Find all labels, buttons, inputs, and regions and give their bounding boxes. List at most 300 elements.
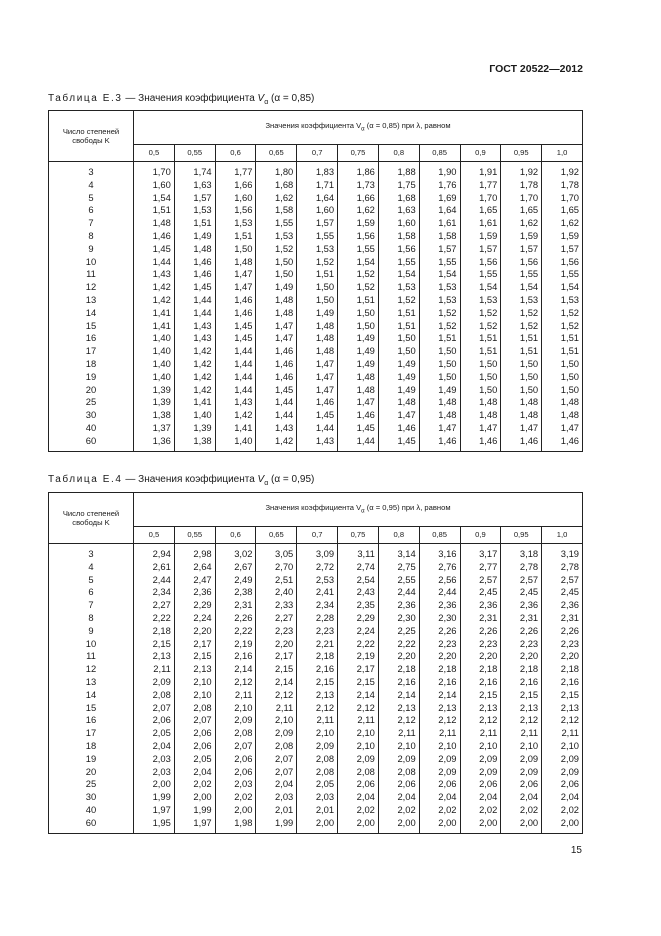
value-cell: 2,72	[297, 561, 338, 574]
value-cell: 1,43	[174, 332, 215, 345]
value-cell: 2,09	[256, 727, 297, 740]
table-row	[49, 345, 583, 358]
value-cell: 3,16	[419, 544, 460, 561]
value-cell: 3,02	[215, 544, 256, 561]
value-cell: 2,29	[174, 599, 215, 612]
value-cell: 3,09	[297, 544, 338, 561]
value-cell: 1,45	[297, 409, 338, 422]
value-cell: 1,99	[256, 817, 297, 833]
value-cell: 1,50	[419, 371, 460, 384]
value-cell: 1,70	[501, 192, 542, 205]
value-cell: 1,55	[501, 268, 542, 281]
value-cell: 2,77	[460, 561, 501, 574]
value-cell: 2,16	[215, 650, 256, 663]
table-row	[49, 332, 583, 345]
value-cell: 1,39	[134, 384, 175, 397]
value-cell: 1,50	[338, 320, 379, 333]
value-cell: 2,20	[542, 650, 583, 663]
value-cell: 2,08	[174, 702, 215, 715]
value-cell: 1,50	[378, 332, 419, 345]
table-row	[49, 294, 583, 307]
value-cell: 1,48	[460, 409, 501, 422]
value-cell: 1,44	[215, 371, 256, 384]
value-cell: 2,02	[501, 804, 542, 817]
value-cell: 2,05	[297, 778, 338, 791]
value-cell: 2,31	[460, 612, 501, 625]
value-cell: 2,10	[338, 740, 379, 753]
value-cell: 1,50	[542, 371, 583, 384]
k-cell: 14	[49, 307, 134, 320]
value-cell: 1,66	[338, 192, 379, 205]
value-cell: 2,98	[174, 544, 215, 561]
value-cell: 1,62	[338, 204, 379, 217]
value-cell: 1,68	[256, 179, 297, 192]
value-cell: 1,77	[215, 162, 256, 179]
value-cell: 1,60	[215, 192, 256, 205]
value-cell: 1,44	[297, 422, 338, 435]
value-cell: 2,04	[256, 778, 297, 791]
k-cell: 13	[49, 294, 134, 307]
value-cell: 2,00	[460, 817, 501, 833]
value-cell: 1,45	[256, 384, 297, 397]
value-cell: 1,52	[542, 307, 583, 320]
value-cell: 1,90	[419, 162, 460, 179]
k-cell: 19	[49, 371, 134, 384]
lambda-header: 0,65	[256, 527, 297, 544]
value-cell: 2,20	[419, 650, 460, 663]
value-cell: 1,65	[501, 204, 542, 217]
value-cell: 1,70	[134, 162, 175, 179]
k-cell: 4	[49, 561, 134, 574]
table-row	[49, 574, 583, 587]
value-cell: 1,55	[419, 256, 460, 269]
value-cell: 3,11	[338, 544, 379, 561]
value-cell: 2,22	[134, 612, 175, 625]
value-cell: 1,53	[419, 294, 460, 307]
value-cell: 2,09	[378, 753, 419, 766]
value-cell: 2,02	[215, 791, 256, 804]
value-cell: 2,20	[460, 650, 501, 663]
value-cell: 1,97	[134, 804, 175, 817]
value-cell: 1,50	[501, 371, 542, 384]
value-cell: 1,52	[338, 281, 379, 294]
value-cell: 1,50	[542, 358, 583, 371]
value-cell: 2,45	[460, 586, 501, 599]
value-cell: 1,57	[419, 243, 460, 256]
value-cell: 1,98	[215, 817, 256, 833]
k-cell: 30	[49, 791, 134, 804]
value-cell: 2,09	[460, 766, 501, 779]
value-cell: 1,51	[174, 217, 215, 230]
value-cell: 2,57	[501, 574, 542, 587]
value-cell: 2,08	[378, 766, 419, 779]
value-cell: 2,44	[134, 574, 175, 587]
value-cell: 1,54	[460, 281, 501, 294]
value-cell: 2,02	[542, 804, 583, 817]
value-cell: 2,34	[297, 599, 338, 612]
value-cell: 3,17	[460, 544, 501, 561]
value-cell: 1,51	[501, 332, 542, 345]
value-cell: 1,45	[215, 320, 256, 333]
value-cell: 1,46	[174, 268, 215, 281]
value-cell: 1,45	[338, 422, 379, 435]
k-cell: 17	[49, 345, 134, 358]
value-cell: 1,54	[419, 268, 460, 281]
value-cell: 1,75	[378, 179, 419, 192]
value-cell: 2,53	[297, 574, 338, 587]
value-cell: 1,58	[419, 230, 460, 243]
table-row	[49, 702, 583, 715]
table-row	[49, 358, 583, 371]
value-cell: 2,18	[501, 663, 542, 676]
value-cell: 1,50	[460, 371, 501, 384]
table-row	[49, 192, 583, 205]
value-cell: 1,44	[215, 345, 256, 358]
value-cell: 1,37	[134, 422, 175, 435]
value-cell: 2,26	[501, 625, 542, 638]
table-row	[49, 766, 583, 779]
value-cell: 2,16	[297, 663, 338, 676]
value-cell: 2,15	[297, 676, 338, 689]
value-cell: 1,60	[378, 217, 419, 230]
value-cell: 2,36	[174, 586, 215, 599]
value-cell: 1,66	[215, 179, 256, 192]
value-cell: 1,53	[297, 243, 338, 256]
value-cell: 2,12	[256, 689, 297, 702]
value-cell: 2,15	[134, 638, 175, 651]
lambda-header: 0,5	[134, 527, 175, 544]
value-cell: 2,07	[174, 714, 215, 727]
k-cell: 6	[49, 204, 134, 217]
value-cell: 1,57	[174, 192, 215, 205]
table-row	[49, 612, 583, 625]
value-cell: 2,36	[501, 599, 542, 612]
value-cell: 1,50	[460, 358, 501, 371]
value-cell: 1,62	[501, 217, 542, 230]
table-row	[49, 586, 583, 599]
value-cell: 1,62	[256, 192, 297, 205]
lambda-header: 0,9	[460, 527, 501, 544]
value-cell: 1,50	[542, 384, 583, 397]
value-cell: 2,04	[378, 791, 419, 804]
value-cell: 1,51	[501, 345, 542, 358]
k-cell: 16	[49, 714, 134, 727]
value-cell: 1,47	[501, 422, 542, 435]
table-row	[49, 650, 583, 663]
table-row	[49, 727, 583, 740]
value-cell: 1,44	[215, 358, 256, 371]
value-cell: 2,12	[501, 714, 542, 727]
value-cell: 1,63	[174, 179, 215, 192]
value-cell: 1,45	[378, 435, 419, 451]
value-cell: 1,51	[134, 204, 175, 217]
value-cell: 2,26	[542, 625, 583, 638]
value-cell: 1,54	[338, 256, 379, 269]
k-cell: 10	[49, 638, 134, 651]
value-cell: 3,05	[256, 544, 297, 561]
value-cell: 1,59	[338, 217, 379, 230]
value-cell: 1,56	[378, 243, 419, 256]
k-cell: 5	[49, 192, 134, 205]
value-cell: 1,92	[542, 162, 583, 179]
value-cell: 2,26	[215, 612, 256, 625]
value-cell: 1,50	[378, 345, 419, 358]
value-cell: 1,46	[542, 435, 583, 451]
value-cell: 1,36	[134, 435, 175, 451]
value-cell: 2,09	[338, 753, 379, 766]
table-row	[49, 663, 583, 676]
k-cell: 6	[49, 586, 134, 599]
table-row	[49, 384, 583, 397]
value-cell: 2,27	[134, 599, 175, 612]
value-cell: 2,26	[419, 625, 460, 638]
value-cell: 1,55	[460, 268, 501, 281]
k-cell: 20	[49, 384, 134, 397]
value-cell: 2,19	[338, 650, 379, 663]
table-e4-caption-sub: α	[264, 480, 269, 487]
value-cell: 2,40	[256, 586, 297, 599]
value-cell: 2,00	[215, 804, 256, 817]
value-cell: 2,11	[419, 727, 460, 740]
value-cell: 1,55	[542, 268, 583, 281]
value-cell: 1,53	[378, 281, 419, 294]
k-cell: 12	[49, 281, 134, 294]
value-cell: 2,09	[542, 753, 583, 766]
value-cell: 1,48	[501, 396, 542, 409]
value-cell: 2,11	[297, 714, 338, 727]
value-cell: 1,52	[460, 320, 501, 333]
value-cell: 1,41	[174, 396, 215, 409]
value-cell: 1,52	[501, 307, 542, 320]
value-cell: 1,55	[256, 217, 297, 230]
value-cell: 2,17	[256, 650, 297, 663]
value-cell: 2,54	[338, 574, 379, 587]
value-cell: 2,05	[174, 753, 215, 766]
value-cell: 1,48	[297, 332, 338, 345]
value-cell: 1,51	[297, 268, 338, 281]
value-cell: 1,47	[419, 422, 460, 435]
value-cell: 1,46	[460, 435, 501, 451]
value-cell: 1,40	[134, 345, 175, 358]
value-cell: 1,49	[338, 358, 379, 371]
k-cell: 18	[49, 740, 134, 753]
value-cell: 1,40	[134, 371, 175, 384]
value-cell: 1,50	[297, 294, 338, 307]
table-row	[49, 740, 583, 753]
value-cell: 2,55	[378, 574, 419, 587]
value-cell: 1,45	[134, 243, 175, 256]
value-cell: 3,14	[378, 544, 419, 561]
table-row	[49, 320, 583, 333]
table-row	[49, 256, 583, 269]
value-cell: 1,68	[378, 192, 419, 205]
value-cell: 1,46	[256, 371, 297, 384]
value-cell: 2,06	[174, 727, 215, 740]
value-cell: 2,15	[542, 689, 583, 702]
value-cell: 1,70	[460, 192, 501, 205]
value-cell: 1,47	[256, 320, 297, 333]
k-cell: 15	[49, 702, 134, 715]
value-cell: 1,48	[338, 384, 379, 397]
value-cell: 1,50	[501, 358, 542, 371]
lambda-header: 1,0	[542, 145, 583, 162]
value-cell: 2,12	[297, 702, 338, 715]
value-cell: 2,38	[215, 586, 256, 599]
value-cell: 2,51	[256, 574, 297, 587]
value-cell: 2,12	[338, 702, 379, 715]
value-cell: 1,42	[174, 358, 215, 371]
value-cell: 2,06	[215, 753, 256, 766]
value-cell: 2,06	[419, 778, 460, 791]
value-cell: 2,02	[378, 804, 419, 817]
value-cell: 1,46	[174, 256, 215, 269]
value-cell: 1,80	[256, 162, 297, 179]
value-cell: 1,50	[460, 384, 501, 397]
value-cell: 2,04	[460, 791, 501, 804]
value-cell: 1,48	[542, 409, 583, 422]
value-cell: 1,52	[297, 256, 338, 269]
value-cell: 1,56	[501, 256, 542, 269]
value-cell: 2,18	[419, 663, 460, 676]
table-row	[49, 179, 583, 192]
value-cell: 2,28	[297, 612, 338, 625]
value-cell: 2,31	[215, 599, 256, 612]
value-cell: 1,60	[297, 204, 338, 217]
table-row	[49, 162, 583, 179]
value-cell: 1,60	[134, 179, 175, 192]
value-cell: 1,59	[460, 230, 501, 243]
value-cell: 2,02	[460, 804, 501, 817]
value-cell: 1,49	[419, 384, 460, 397]
value-cell: 2,04	[542, 791, 583, 804]
value-cell: 2,09	[215, 714, 256, 727]
value-cell: 1,50	[256, 268, 297, 281]
value-cell: 1,64	[297, 192, 338, 205]
lambda-header: 0,65	[256, 145, 297, 162]
value-cell: 2,12	[215, 676, 256, 689]
value-cell: 1,83	[297, 162, 338, 179]
table-row	[49, 625, 583, 638]
value-cell: 1,51	[542, 345, 583, 358]
value-cell: 1,41	[215, 422, 256, 435]
value-cell: 2,14	[378, 689, 419, 702]
k-cell: 40	[49, 422, 134, 435]
value-cell: 2,23	[256, 625, 297, 638]
value-cell: 2,49	[215, 574, 256, 587]
value-cell: 1,42	[134, 281, 175, 294]
value-cell: 1,43	[134, 268, 175, 281]
value-cell: 2,16	[378, 676, 419, 689]
value-cell: 2,04	[174, 766, 215, 779]
value-cell: 1,52	[419, 307, 460, 320]
value-cell: 1,38	[174, 435, 215, 451]
value-cell: 1,51	[542, 332, 583, 345]
value-cell: 2,29	[338, 612, 379, 625]
value-cell: 2,07	[256, 753, 297, 766]
value-cell: 2,44	[419, 586, 460, 599]
value-cell: 1,42	[174, 371, 215, 384]
table-row	[49, 243, 583, 256]
value-cell: 1,58	[378, 230, 419, 243]
value-cell: 1,49	[174, 230, 215, 243]
value-cell: 2,10	[174, 676, 215, 689]
value-cell: 1,51	[338, 294, 379, 307]
lambda-header: 0,9	[460, 145, 501, 162]
value-cell: 2,94	[134, 544, 175, 561]
table-row	[49, 281, 583, 294]
k-cell: 14	[49, 689, 134, 702]
value-cell: 2,10	[460, 740, 501, 753]
value-cell: 2,04	[501, 791, 542, 804]
value-cell: 2,18	[378, 663, 419, 676]
table-row	[49, 307, 583, 320]
value-cell: 2,06	[134, 714, 175, 727]
value-cell: 3,19	[542, 544, 583, 561]
value-cell: 1,58	[256, 204, 297, 217]
value-cell: 2,41	[297, 586, 338, 599]
value-cell: 2,18	[542, 663, 583, 676]
value-cell: 1,46	[256, 358, 297, 371]
value-cell: 1,47	[338, 396, 379, 409]
value-cell: 1,69	[419, 192, 460, 205]
table-e3-caption-text: — Значения коэффициента	[122, 93, 258, 104]
value-cell: 1,52	[338, 268, 379, 281]
value-cell: 2,04	[338, 791, 379, 804]
table-row	[49, 230, 583, 243]
value-cell: 1,48	[460, 396, 501, 409]
value-cell: 2,10	[542, 740, 583, 753]
standard-designation: ГОСТ 20522—2012	[489, 63, 583, 75]
value-cell: 1,55	[378, 256, 419, 269]
value-cell: 1,52	[460, 307, 501, 320]
value-cell: 2,44	[378, 586, 419, 599]
lambda-header: 0,8	[378, 527, 419, 544]
value-cell: 1,53	[256, 230, 297, 243]
value-cell: 1,44	[174, 294, 215, 307]
table-row	[49, 638, 583, 651]
value-cell: 2,09	[542, 766, 583, 779]
value-cell: 2,26	[460, 625, 501, 638]
value-cell: 2,20	[378, 650, 419, 663]
value-cell: 2,20	[501, 650, 542, 663]
value-cell: 1,53	[542, 294, 583, 307]
value-cell: 2,22	[378, 638, 419, 651]
value-cell: 1,51	[215, 230, 256, 243]
table-e3-caption-var: V	[257, 93, 265, 104]
lambda-header: 0,85	[419, 145, 460, 162]
value-cell: 1,57	[501, 243, 542, 256]
value-cell: 1,95	[134, 817, 175, 833]
k-cell: 3	[49, 544, 134, 561]
value-cell: 2,10	[338, 727, 379, 740]
value-cell: 1,47	[297, 371, 338, 384]
value-cell: 1,49	[338, 332, 379, 345]
k-cell: 60	[49, 817, 134, 833]
lambda-group-header: Значения коэффициента $V_\alpha$ (α = 0,95) при λ, равном	[134, 493, 583, 527]
value-cell: 2,03	[297, 791, 338, 804]
k-cell: 19	[49, 753, 134, 766]
value-cell: 1,54	[378, 268, 419, 281]
value-cell: 2,06	[338, 778, 379, 791]
k-cell: 12	[49, 663, 134, 676]
value-cell: 2,12	[378, 714, 419, 727]
table-row	[49, 676, 583, 689]
value-cell: 1,48	[256, 294, 297, 307]
value-cell: 1,44	[174, 307, 215, 320]
value-cell: 2,36	[378, 599, 419, 612]
value-cell: 2,16	[419, 676, 460, 689]
value-cell: 1,56	[460, 256, 501, 269]
